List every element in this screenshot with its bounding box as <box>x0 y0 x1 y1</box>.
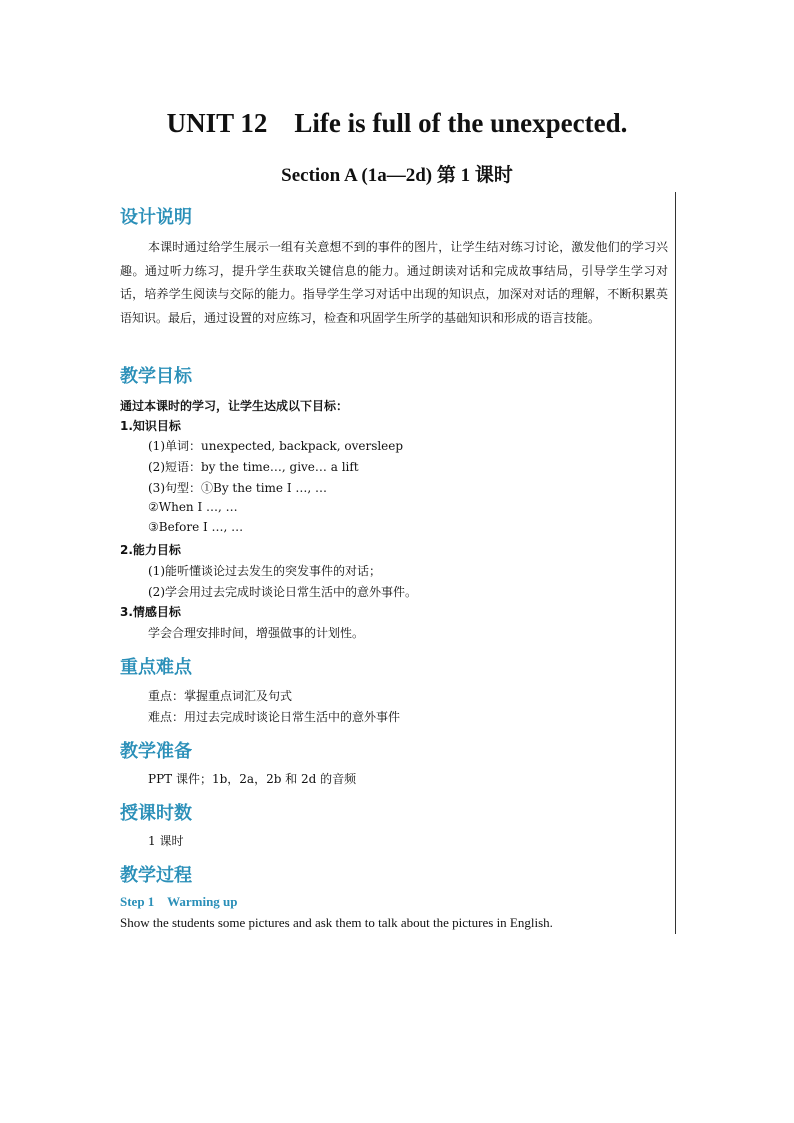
preparation-heading: 教学准备 <box>120 741 192 762</box>
step-1-title: Step 1 Warming up <box>120 894 238 909</box>
keypoints-heading: 重点难点 <box>120 657 192 678</box>
knowledge-title: 1.知识目标 <box>120 419 181 433</box>
knowledge-item-sentences: (3)句型：①By the time I …, … <box>148 481 328 495</box>
knowledge-item-sentence-2: ②When I …, … <box>148 500 238 514</box>
keypoint-difficulty: 难点：用过去完成时谈论日常生活中的意外事件 <box>148 710 401 724</box>
section-subtitle: Section A (1a—2d) 第 1 课时 <box>281 165 513 186</box>
process-heading: 教学过程 <box>120 865 192 886</box>
preparation-text: PPT 课件；1b，2a，2b 和 2d 的音频 <box>148 772 357 786</box>
unit-title: UNIT 12 Life is full of the unexpected. <box>166 108 628 138</box>
margin-rule <box>675 192 676 934</box>
objectives-intro: 通过本课时的学习，让学生达成以下目标： <box>120 399 349 413</box>
ability-item-1: (1)能听懂谈论过去发生的突发事件的对话； <box>148 564 381 578</box>
emotion-item: 学会合理安排时间，增强做事的计划性。 <box>148 626 365 640</box>
emotion-title: 3.情感目标 <box>120 605 181 619</box>
hours-heading: 授课时数 <box>120 803 192 824</box>
ability-item-2: (2)学会用过去完成时谈论日常生活中的意外事件。 <box>148 585 417 599</box>
hours-text: 1 课时 <box>148 834 184 848</box>
ability-title: 2.能力目标 <box>120 543 181 557</box>
design-paragraph: 本课时通过给学生展示一组有关意想不到的事件的图片，让学生结对练习讨论，激发他们的学习兴趣。通过听力练习，提升学生获取关键信息的能力。通过朗读对话和完成故事结局，引导学生学习对话，培养学生阅读与交际的能力。指导学生学习对话中出现的知识点，加深对对话的理解，不断积累英语知识。最后，通过设置的对应练习，检查和巩固学生所学的基础知识和形成的语言技能。 <box>120 240 668 325</box>
objectives-heading: 教学目标 <box>120 366 192 387</box>
keypoint-focus: 重点：掌握重点词汇及句式 <box>148 689 293 703</box>
knowledge-item-phrases: (2)短语：by the time…, give… a lift <box>148 460 359 474</box>
knowledge-item-sentence-3: ③Before I …, … <box>148 520 244 534</box>
knowledge-item-words: (1)单词：unexpected, backpack, oversleep <box>148 439 404 453</box>
step-1-text: Show the students some pictures and ask them to talk about the pictures in English. <box>120 915 553 930</box>
design-heading: 设计说明 <box>120 207 192 228</box>
